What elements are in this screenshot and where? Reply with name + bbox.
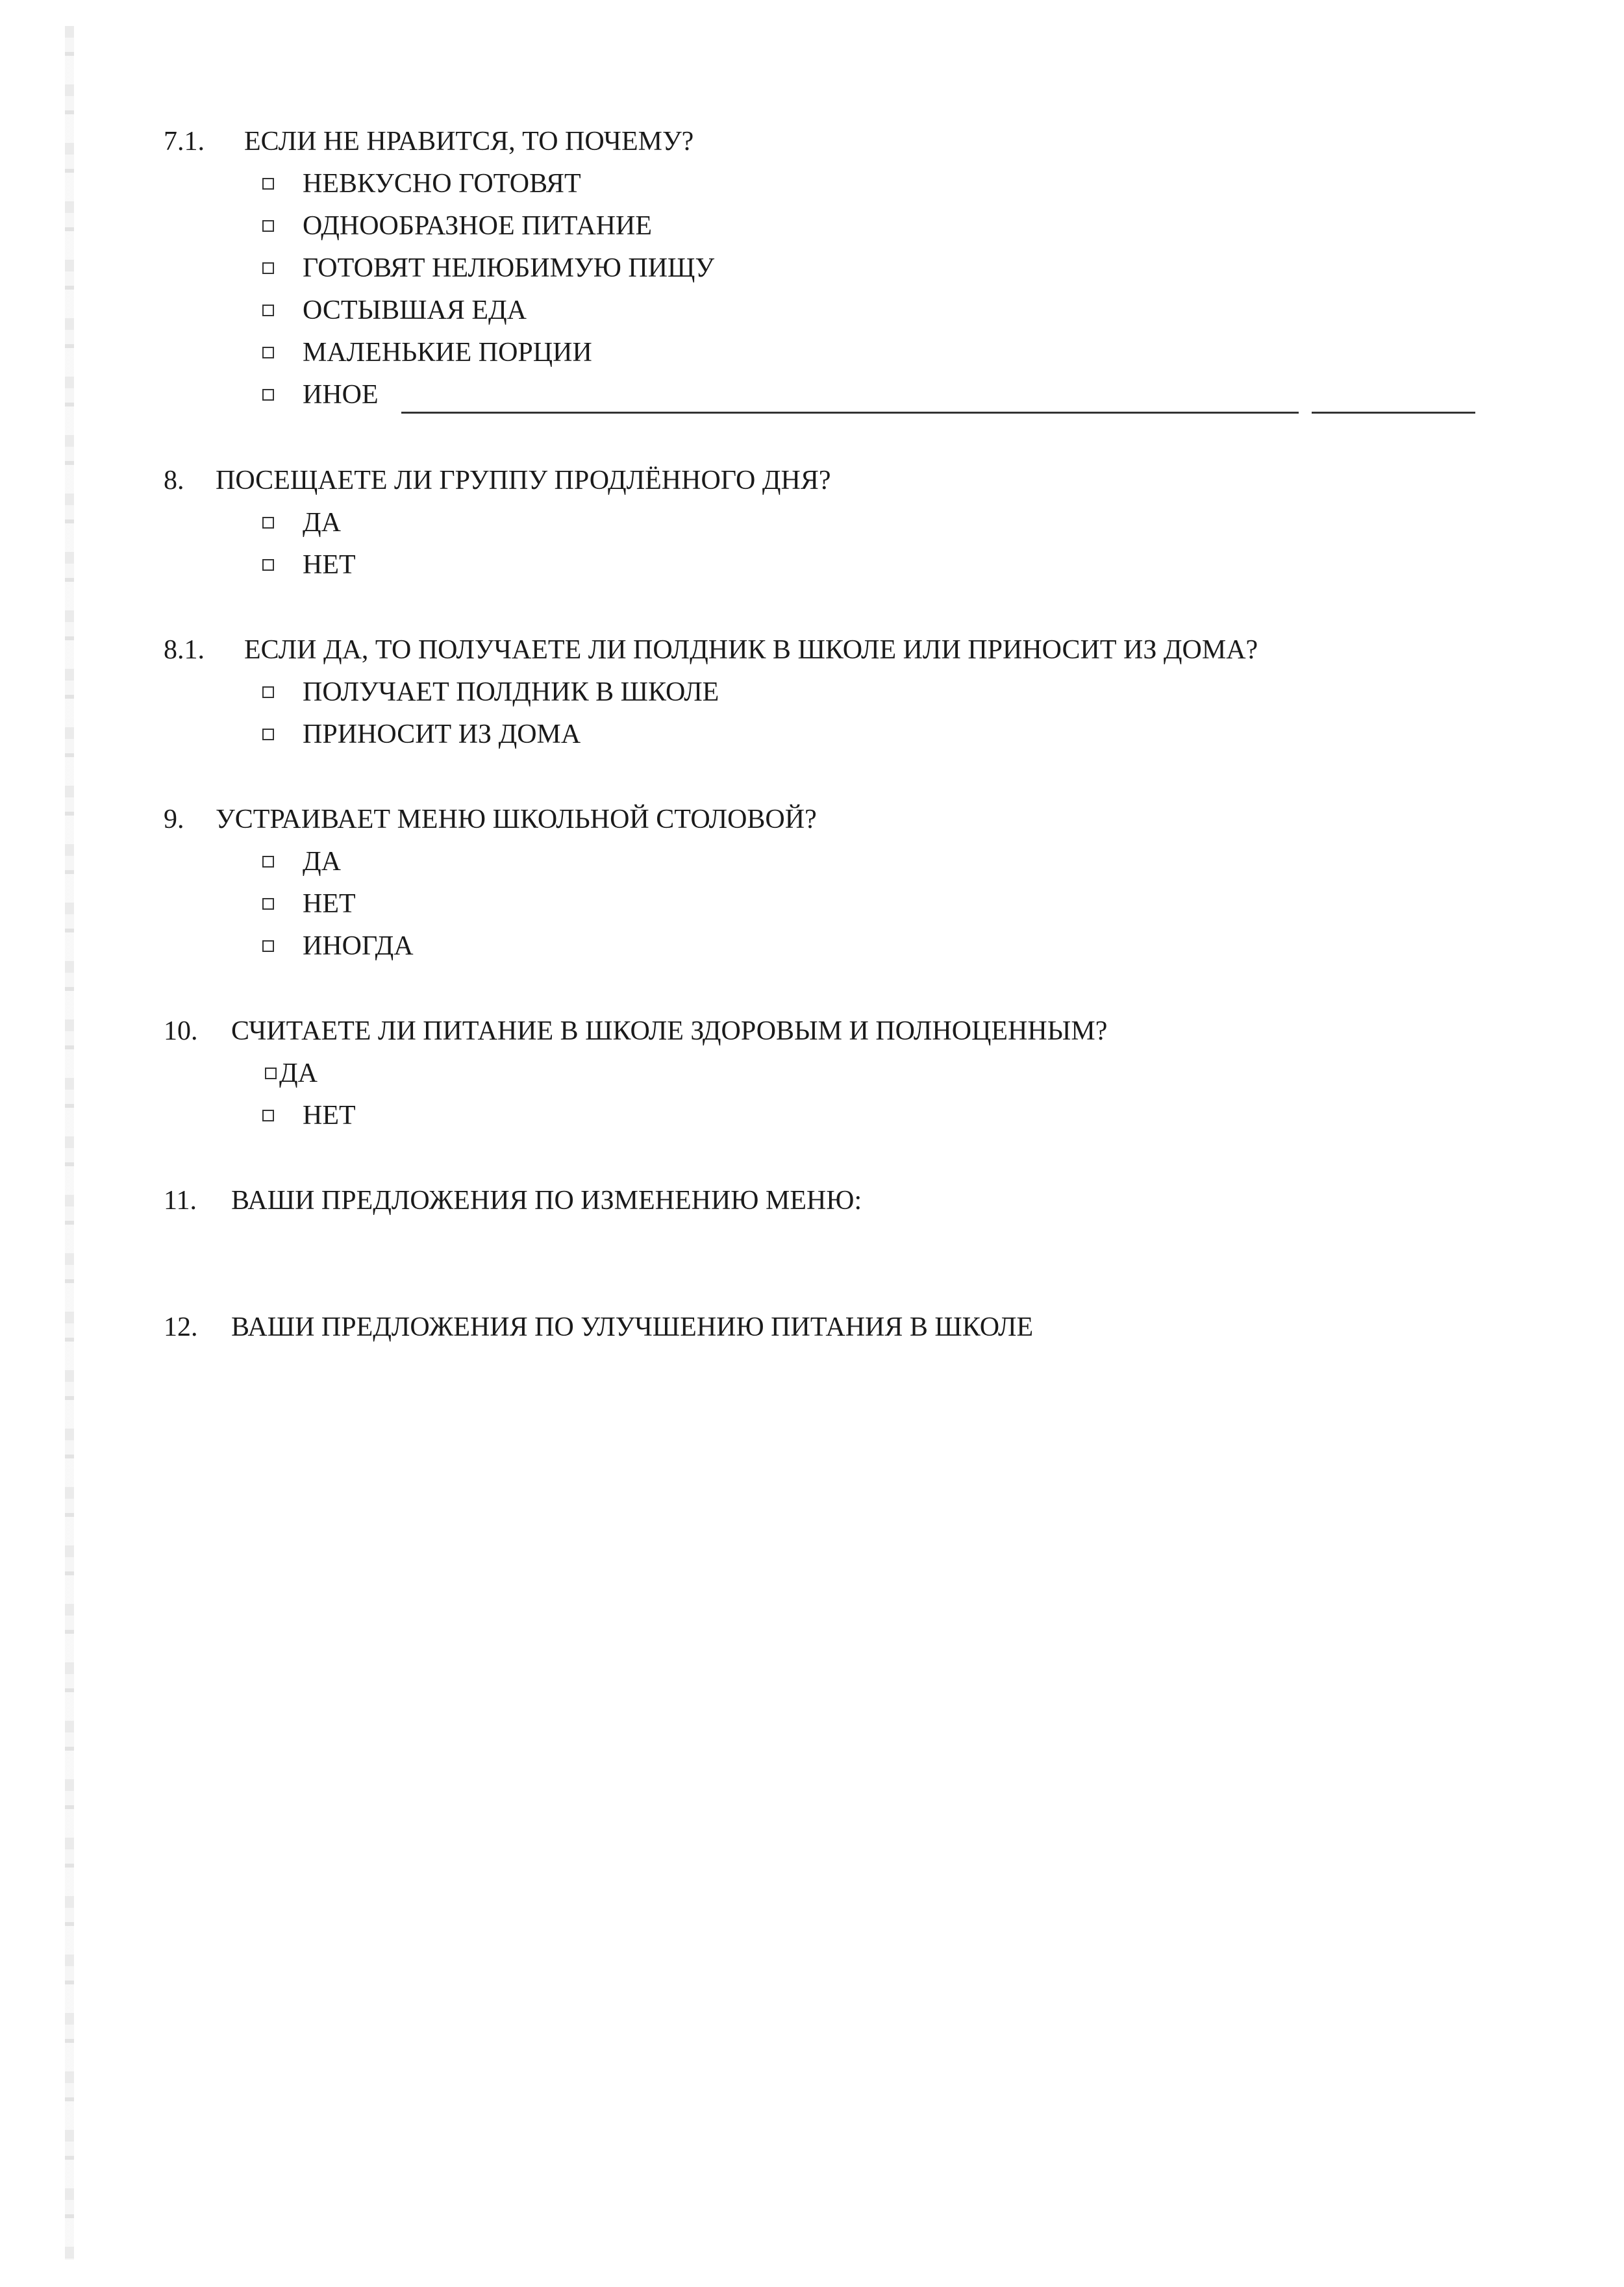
option-net[interactable] — [262, 887, 356, 921]
option-odnoobraznoe[interactable] — [262, 209, 652, 243]
inoe-answer-line-extra[interactable] — [1312, 412, 1475, 414]
question-text: ВАШИ ПРЕДЛОЖЕНИЯ ПО ИЗМЕНЕНИЮ МЕНЮ: — [231, 1186, 862, 1216]
option-nelyubimaya[interactable] — [262, 251, 714, 285]
checkbox-icon[interactable] — [262, 559, 274, 571]
question-text: ЕСЛИ ДА, ТО ПОЛУЧАЕТЕ ЛИ ПОЛДНИК В ШКОЛЕ ИЛИ ПРИНОСИТ ИЗ ДОМА? — [244, 635, 1258, 665]
option-label: ОДНООБРАЗНОЕ ПИТАНИЕ — [303, 211, 653, 241]
option-label: ИНОЕ — [303, 380, 379, 410]
option-da[interactable] — [262, 506, 341, 540]
option-label: НЕВКУСНО ГОТОВЯТ — [303, 169, 581, 199]
option-label: НЕТ — [303, 1101, 356, 1131]
scan-edge-artifact — [65, 26, 74, 2260]
option-da[interactable] — [262, 845, 341, 879]
option-label: НЕТ — [303, 889, 356, 919]
option-label: ГОТОВЯТ НЕЛЮБИМУЮ ПИЩУ — [303, 253, 715, 283]
question-number: 11. — [164, 1186, 197, 1216]
option-poluchaet[interactable] — [262, 675, 719, 709]
checkbox-icon[interactable] — [262, 517, 274, 529]
option-label: ДА — [279, 1058, 318, 1088]
option-inoe[interactable] — [262, 378, 379, 412]
checkbox-icon[interactable] — [262, 220, 274, 232]
question-8-1 — [164, 633, 1258, 667]
option-label: ОСТЫВШАЯ ЕДА — [303, 295, 527, 325]
option-malenkie[interactable] — [262, 336, 592, 369]
checkbox-icon[interactable] — [262, 729, 274, 740]
checkbox-icon[interactable] — [265, 1068, 277, 1079]
checkbox-icon[interactable] — [262, 686, 274, 698]
question-7-1 — [164, 125, 693, 158]
checkbox-icon[interactable] — [262, 347, 274, 358]
option-net[interactable] — [262, 548, 356, 582]
question-number: 10. — [164, 1016, 198, 1046]
checkbox-icon[interactable] — [262, 262, 274, 274]
question-text: УСТРАИВАЕТ МЕНЮ ШКОЛЬНОЙ СТОЛОВОЙ? — [216, 805, 817, 834]
question-9 — [164, 803, 817, 836]
option-label: НЕТ — [303, 550, 356, 580]
question-text: СЧИТАЕТЕ ЛИ ПИТАНИЕ В ШКОЛЕ ЗДОРОВЫМ И ПОЛНОЦЕННЫМ? — [231, 1016, 1108, 1046]
option-nevkusno[interactable] — [262, 167, 581, 201]
question-number: 8.1. — [164, 635, 205, 665]
checkbox-icon[interactable] — [262, 178, 274, 190]
checkbox-icon[interactable] — [262, 940, 274, 952]
question-number: 7.1. — [164, 127, 205, 156]
option-label: ИНОГДА — [303, 931, 414, 961]
question-number: 8. — [164, 466, 184, 495]
option-inogda[interactable] — [262, 929, 414, 963]
question-text: ВАШИ ПРЕДЛОЖЕНИЯ ПО УЛУЧШЕНИЮ ПИТАНИЯ В ШКОЛЕ — [231, 1312, 1034, 1342]
option-label: МАЛЕНЬКИЕ ПОРЦИИ — [303, 338, 592, 368]
option-ostyvshaya[interactable] — [262, 294, 527, 327]
question-number: 9. — [164, 805, 184, 834]
checkbox-icon[interactable] — [262, 305, 274, 316]
option-prinosit[interactable] — [262, 718, 581, 751]
option-label: ДА — [303, 508, 341, 538]
question-text: ЕСЛИ НЕ НРАВИТСЯ, ТО ПОЧЕМУ? — [244, 127, 694, 156]
question-8 — [164, 464, 831, 497]
checkbox-icon[interactable] — [262, 1110, 274, 1121]
option-label: ПОЛУЧАЕТ ПОЛДНИК В ШКОЛЕ — [303, 677, 719, 707]
option-da[interactable] — [265, 1056, 318, 1090]
checkbox-icon[interactable] — [262, 898, 274, 910]
question-12 — [164, 1310, 1033, 1344]
option-label: ДА — [303, 847, 341, 877]
option-label: ПРИНОСИТ ИЗ ДОМА — [303, 719, 581, 749]
checkbox-icon[interactable] — [262, 389, 274, 401]
question-11 — [164, 1184, 862, 1218]
checkbox-icon[interactable] — [262, 856, 274, 868]
question-10 — [164, 1014, 1107, 1048]
question-text: ПОСЕЩАЕТЕ ЛИ ГРУППУ ПРОДЛЁННОГО ДНЯ? — [216, 466, 831, 495]
option-net[interactable] — [262, 1099, 356, 1132]
inoe-answer-line[interactable] — [401, 412, 1299, 414]
question-number: 12. — [164, 1312, 198, 1342]
